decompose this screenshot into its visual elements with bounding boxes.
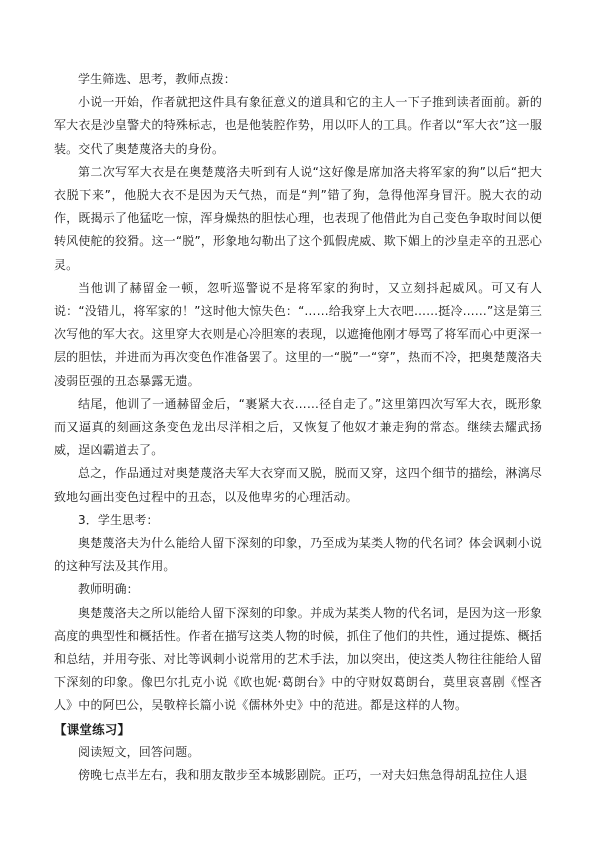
paragraph-2: 小说一开始，作者就把这件具有象征意义的道具和它的主人一下子推到读者面前。新的军大衣是沙皇警犬的特殊标志，也是他装腔作势，用以吓人的工具。作者以“军大衣”这一服装。交代了奥楚蔑洛夫的身份。 bbox=[54, 95, 542, 156]
document-page bbox=[54, 68, 542, 787]
paragraph-10: 奥楚蔑洛夫之所以能给人留下深刻的印象。并成为某类人物的代名词，是因为这一形象高度的典型性和概括性。作者在描写这类人物的时候，抓住了他们的共性，通过提炼、概括和总结，并用夸张、对比等讽刺小说常用的艺术手法，加以突出，使这类人物往往能给人留下深刻的印象。像巴尔扎克小说《欧也妮·葛朗台》中的守财奴葛朗台，莫里哀喜剧《悭吝人》中的阿巴公，吴敬梓长篇小说《儒林外史》中的范进。都是这样的人物。 bbox=[54, 605, 542, 713]
paragraph-5: 结尾，他训了一通赫留金后，“裹紧大衣……径自走了。”这里第四次写军大衣，既形象而又逼真的刻画这条变色龙出尽洋相之后，又恢复了他奴才兼走狗的常态。继续去耀武扬威，逞凶霸道去了。 bbox=[54, 396, 542, 458]
paragraph-9: 教师明确： bbox=[78, 582, 139, 597]
paragraph-1: 学生筛选、思考，教师点拨： bbox=[78, 72, 236, 86]
exercise-passage: 傍晚七点半左右，我和朋友散步至本城影剧院。正巧，一对夫妇焦急得胡乱拉住人退 bbox=[78, 768, 528, 783]
paragraph-7: 3．学生思考： bbox=[78, 512, 159, 527]
paragraph-8: 奥楚蔑洛夫为什么能给人留下深刻的印象，乃至成为某类人物的代名词？体会讽刺小说的这种写法及其作用。 bbox=[54, 536, 542, 574]
section-heading: 【课堂练习】 bbox=[54, 721, 131, 737]
paragraph-6: 总之，作品通过对奥楚蔑洛夫军大衣穿而又脱，脱而又穿，这四个细节的描绘，淋漓尽致地勾画出变色过程中的丑态，以及他卑劣的心理活动。 bbox=[54, 466, 542, 504]
paragraph-3: 第二次写军大衣是在奥楚蔑洛夫听到有人说“这好像是席加洛夫将军家的狗”以后“把大衣脱下来”，他脱大衣不是因为天气热，而是“判”错了狗，急得他浑身冒汗。脱大衣的动作，既揭示了他猛吃一惊，浑身燥热的胆怯心理，也表现了他借此为自己变色争取时间以便转风使舵的狡猾。这一“脱”，形象地勾勒出了这个狐假虎威、欺下媚上的沙皇走卒的丑恶心灵。 bbox=[54, 164, 542, 272]
exercise-instruction: 阅读短文，回答问题。 bbox=[78, 744, 200, 759]
paragraph-4: 当他训了赫留金一顿，忽听巡警说不是将军家的狗时，又立刻抖起威风。可又有人说：“没错儿，将军家的！”这时他大惊失色：“……给我穿上大衣吧……挺冷……”这是第三次写他的军大衣。这里穿大衣则是心冷胆寒的表现，以遮掩他刚才辱骂了将军而心中更深一层的胆怯，并进而为再次变色作准备罢了。这里的一“脱”一“穿”，热而不冷，把奥楚蔑洛夫凌弱臣强的丑态暴露无遗。 bbox=[54, 280, 542, 388]
